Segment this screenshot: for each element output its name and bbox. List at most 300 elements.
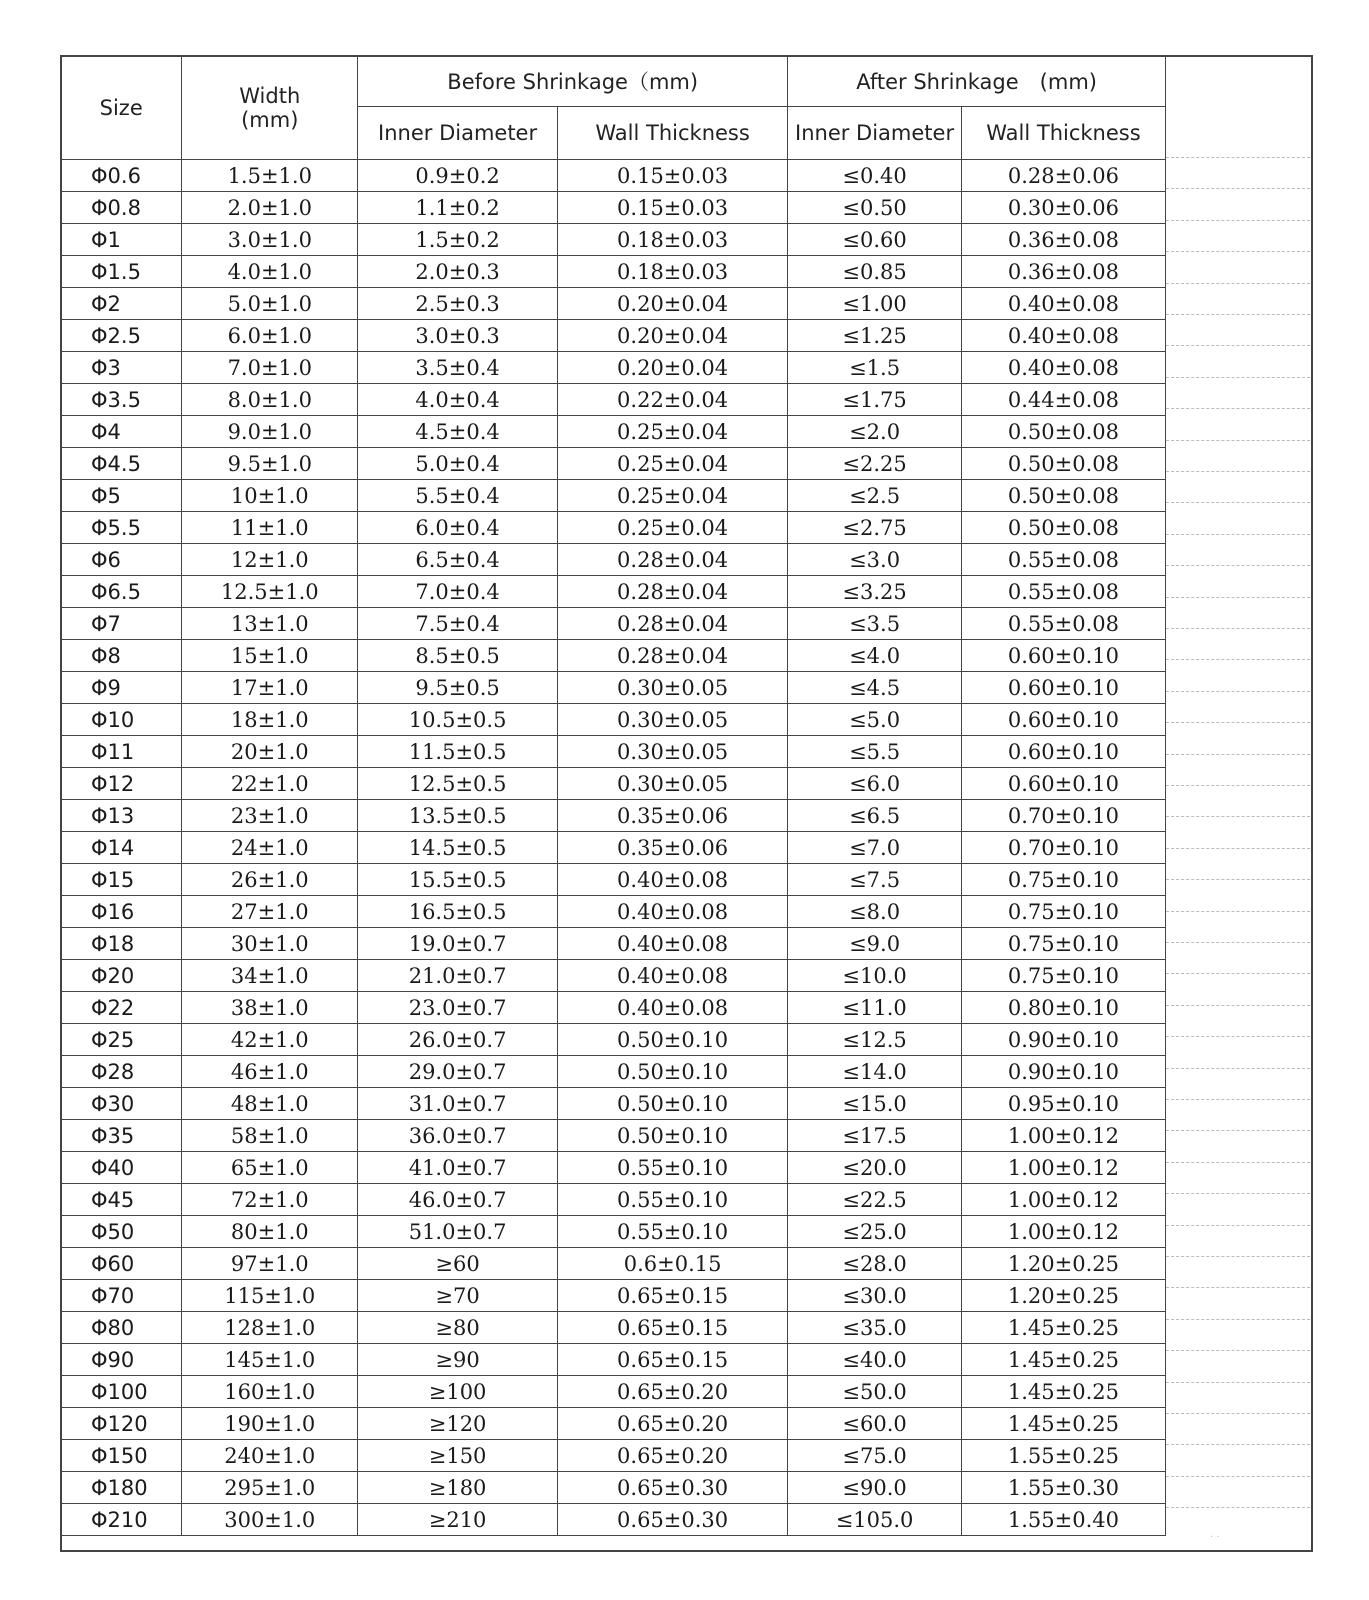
- wall-thickness-after-cell: 0.75±0.10: [961, 960, 1165, 992]
- inner-diameter-after-cell: ≤105.0: [788, 1504, 962, 1536]
- table-row: [61, 992, 1166, 1024]
- inner-diameter-before-cell: 1.5±0.2: [358, 224, 558, 256]
- size-cell: Φ4.5: [61, 448, 182, 480]
- table-row: [61, 1120, 1166, 1152]
- inner-diameter-before-cell: 10.5±0.5: [358, 704, 558, 736]
- inner-diameter-before-cell: ≥210: [358, 1504, 558, 1536]
- size-cell: Φ120: [61, 1408, 182, 1440]
- size-cell: Φ40: [61, 1152, 182, 1184]
- wall-thickness-after-cell: 0.40±0.08: [961, 288, 1165, 320]
- table-row: [61, 1504, 1166, 1536]
- wall-thickness-after-cell: 1.45±0.25: [961, 1312, 1165, 1344]
- width-cell: 115±1.0: [182, 1280, 358, 1312]
- wall-thickness-after-cell: 1.45±0.25: [961, 1344, 1165, 1376]
- wall-thickness-before-cell: 0.40±0.08: [558, 896, 788, 928]
- wall-thickness-after-cell: 0.50±0.08: [961, 512, 1165, 544]
- wall-thickness-before-cell: 0.65±0.30: [558, 1504, 788, 1536]
- inner-diameter-before-cell: 36.0±0.7: [358, 1120, 558, 1152]
- inner-diameter-before-cell: 5.5±0.4: [358, 480, 558, 512]
- size-cell: Φ3: [61, 352, 182, 384]
- width-cell: 18±1.0: [182, 704, 358, 736]
- margin-rule: [1166, 911, 1310, 912]
- wall-thickness-after-cell: 0.70±0.10: [961, 800, 1165, 832]
- width-cell: 11±1.0: [182, 512, 358, 544]
- table-body: [61, 160, 1166, 1536]
- wall-thickness-after-cell: 0.75±0.10: [961, 896, 1165, 928]
- width-cell: 12±1.0: [182, 544, 358, 576]
- header-width-unit: (mm): [241, 107, 299, 132]
- header-wall-thickness-before: Wall Thickness: [558, 107, 788, 160]
- header-inner-diameter-after: Inner Diameter: [788, 107, 962, 160]
- size-cell: Φ9: [61, 672, 182, 704]
- wall-thickness-before-cell: 0.50±0.10: [558, 1024, 788, 1056]
- wall-thickness-after-cell: 0.55±0.08: [961, 576, 1165, 608]
- margin-rule: [1166, 1287, 1310, 1288]
- size-cell: Φ90: [61, 1344, 182, 1376]
- wall-thickness-before-cell: 0.35±0.06: [558, 800, 788, 832]
- table-row: [61, 256, 1166, 288]
- inner-diameter-before-cell: ≥80: [358, 1312, 558, 1344]
- table-row: [61, 1056, 1166, 1088]
- wall-thickness-before-cell: 0.50±0.10: [558, 1120, 788, 1152]
- inner-diameter-after-cell: ≤17.5: [788, 1120, 962, 1152]
- inner-diameter-after-cell: ≤5.5: [788, 736, 962, 768]
- inner-diameter-before-cell: 3.5±0.4: [358, 352, 558, 384]
- width-cell: 17±1.0: [182, 672, 358, 704]
- wall-thickness-after-cell: 1.20±0.25: [961, 1280, 1165, 1312]
- width-cell: 26±1.0: [182, 864, 358, 896]
- wall-thickness-before-cell: 0.65±0.20: [558, 1440, 788, 1472]
- width-cell: 22±1.0: [182, 768, 358, 800]
- inner-diameter-before-cell: 7.5±0.4: [358, 608, 558, 640]
- wall-thickness-before-cell: 0.20±0.04: [558, 320, 788, 352]
- margin-rule: [1166, 1225, 1310, 1226]
- wall-thickness-after-cell: 0.50±0.08: [961, 416, 1165, 448]
- table-row: [61, 1312, 1166, 1344]
- width-cell: 1.5±1.0: [182, 160, 358, 192]
- size-cell: Φ18: [61, 928, 182, 960]
- table-row: [61, 768, 1166, 800]
- inner-diameter-after-cell: ≤20.0: [788, 1152, 962, 1184]
- inner-diameter-before-cell: 23.0±0.7: [358, 992, 558, 1024]
- inner-diameter-before-cell: 21.0±0.7: [358, 960, 558, 992]
- margin-rule: [1166, 1068, 1310, 1069]
- table-row: [61, 832, 1166, 864]
- wall-thickness-after-cell: 0.90±0.10: [961, 1024, 1165, 1056]
- inner-diameter-after-cell: ≤5.0: [788, 704, 962, 736]
- margin-rule: [1166, 942, 1310, 943]
- inner-diameter-before-cell: 5.0±0.4: [358, 448, 558, 480]
- table-row: [61, 1216, 1166, 1248]
- margin-rule: [1166, 471, 1310, 472]
- shrink-tube-spec-table: [60, 55, 1166, 1536]
- margin-rule: [1166, 879, 1310, 880]
- size-cell: Φ4: [61, 416, 182, 448]
- inner-diameter-before-cell: 1.1±0.2: [358, 192, 558, 224]
- wall-thickness-after-cell: 0.50±0.08: [961, 448, 1165, 480]
- inner-diameter-after-cell: ≤22.5: [788, 1184, 962, 1216]
- size-cell: Φ13: [61, 800, 182, 832]
- size-cell: Φ100: [61, 1376, 182, 1408]
- margin-rule: [1166, 314, 1310, 315]
- wall-thickness-after-cell: 0.36±0.08: [961, 256, 1165, 288]
- wall-thickness-before-cell: 0.20±0.04: [558, 288, 788, 320]
- inner-diameter-after-cell: ≤60.0: [788, 1408, 962, 1440]
- wall-thickness-before-cell: 0.25±0.04: [558, 512, 788, 544]
- margin-rule: [1166, 534, 1310, 535]
- width-cell: 4.0±1.0: [182, 256, 358, 288]
- width-cell: 20±1.0: [182, 736, 358, 768]
- wall-thickness-after-cell: 0.28±0.06: [961, 160, 1165, 192]
- inner-diameter-before-cell: 2.0±0.3: [358, 256, 558, 288]
- wall-thickness-before-cell: 0.15±0.03: [558, 160, 788, 192]
- inner-diameter-after-cell: ≤11.0: [788, 992, 962, 1024]
- wall-thickness-after-cell: 1.45±0.25: [961, 1376, 1165, 1408]
- inner-diameter-after-cell: ≤30.0: [788, 1280, 962, 1312]
- size-cell: Φ12: [61, 768, 182, 800]
- wall-thickness-before-cell: 0.20±0.04: [558, 352, 788, 384]
- inner-diameter-before-cell: 16.5±0.5: [358, 896, 558, 928]
- margin-rule: [1166, 754, 1310, 755]
- inner-diameter-before-cell: 26.0±0.7: [358, 1024, 558, 1056]
- wall-thickness-after-cell: 1.00±0.12: [961, 1152, 1165, 1184]
- inner-diameter-after-cell: ≤40.0: [788, 1344, 962, 1376]
- table-row: [61, 480, 1166, 512]
- width-cell: 80±1.0: [182, 1216, 358, 1248]
- wall-thickness-before-cell: 0.18±0.03: [558, 224, 788, 256]
- wall-thickness-before-cell: 0.28±0.04: [558, 544, 788, 576]
- size-cell: Φ10: [61, 704, 182, 736]
- inner-diameter-before-cell: 46.0±0.7: [358, 1184, 558, 1216]
- margin-rule: [1166, 1036, 1310, 1037]
- margin-rule: [1166, 1382, 1310, 1383]
- width-cell: 160±1.0: [182, 1376, 358, 1408]
- inner-diameter-before-cell: 4.0±0.4: [358, 384, 558, 416]
- inner-diameter-before-cell: 6.5±0.4: [358, 544, 558, 576]
- width-cell: 30±1.0: [182, 928, 358, 960]
- inner-diameter-before-cell: 2.5±0.3: [358, 288, 558, 320]
- inner-diameter-before-cell: ≥100: [358, 1376, 558, 1408]
- table-row: [61, 1024, 1166, 1056]
- inner-diameter-after-cell: ≤75.0: [788, 1440, 962, 1472]
- size-cell: Φ70: [61, 1280, 182, 1312]
- margin-rule: [1166, 1005, 1310, 1006]
- width-cell: 8.0±1.0: [182, 384, 358, 416]
- inner-diameter-before-cell: ≥90: [358, 1344, 558, 1376]
- wall-thickness-after-cell: 1.55±0.40: [961, 1504, 1165, 1536]
- size-cell: Φ25: [61, 1024, 182, 1056]
- inner-diameter-before-cell: 11.5±0.5: [358, 736, 558, 768]
- width-cell: 38±1.0: [182, 992, 358, 1024]
- wall-thickness-after-cell: 0.50±0.08: [961, 480, 1165, 512]
- margin-rule: [1166, 628, 1310, 629]
- inner-diameter-before-cell: 31.0±0.7: [358, 1088, 558, 1120]
- wall-thickness-before-cell: 0.50±0.10: [558, 1056, 788, 1088]
- table-row: [61, 704, 1166, 736]
- inner-diameter-after-cell: ≤1.00: [788, 288, 962, 320]
- size-cell: Φ45: [61, 1184, 182, 1216]
- margin-rule: [1166, 597, 1310, 598]
- size-cell: Φ3.5: [61, 384, 182, 416]
- wall-thickness-after-cell: 0.70±0.10: [961, 832, 1165, 864]
- table-header: [61, 56, 1166, 160]
- inner-diameter-after-cell: ≤4.5: [788, 672, 962, 704]
- table-row: [61, 896, 1166, 928]
- wall-thickness-before-cell: 0.65±0.15: [558, 1344, 788, 1376]
- margin-rule: [1166, 1319, 1310, 1320]
- width-cell: 46±1.0: [182, 1056, 358, 1088]
- inner-diameter-after-cell: ≤8.0: [788, 896, 962, 928]
- margin-rule: [1166, 220, 1310, 221]
- inner-diameter-after-cell: ≤35.0: [788, 1312, 962, 1344]
- wall-thickness-before-cell: 0.30±0.05: [558, 704, 788, 736]
- width-cell: 3.0±1.0: [182, 224, 358, 256]
- wall-thickness-before-cell: 0.28±0.04: [558, 640, 788, 672]
- size-cell: Φ1: [61, 224, 182, 256]
- inner-diameter-before-cell: ≥150: [358, 1440, 558, 1472]
- wall-thickness-before-cell: 0.30±0.05: [558, 672, 788, 704]
- table-row: [61, 416, 1166, 448]
- table-row: [61, 1184, 1166, 1216]
- table-row: [61, 864, 1166, 896]
- table-row: [61, 448, 1166, 480]
- wall-thickness-before-cell: 0.18±0.03: [558, 256, 788, 288]
- table-row: [61, 320, 1166, 352]
- wall-thickness-before-cell: 0.40±0.08: [558, 928, 788, 960]
- inner-diameter-before-cell: ≥120: [358, 1408, 558, 1440]
- header-after-shrinkage: After Shrinkage (mm): [788, 56, 1166, 107]
- wall-thickness-after-cell: 0.60±0.10: [961, 736, 1165, 768]
- width-cell: 2.0±1.0: [182, 192, 358, 224]
- header-size: Size: [61, 56, 182, 160]
- inner-diameter-before-cell: 14.5±0.5: [358, 832, 558, 864]
- size-cell: Φ60: [61, 1248, 182, 1280]
- wall-thickness-before-cell: 0.40±0.08: [558, 992, 788, 1024]
- inner-diameter-after-cell: ≤4.0: [788, 640, 962, 672]
- inner-diameter-after-cell: ≤1.25: [788, 320, 962, 352]
- inner-diameter-after-cell: ≤2.5: [788, 480, 962, 512]
- wall-thickness-after-cell: 0.80±0.10: [961, 992, 1165, 1024]
- wall-thickness-after-cell: 0.75±0.10: [961, 928, 1165, 960]
- width-cell: 13±1.0: [182, 608, 358, 640]
- wall-thickness-after-cell: 1.00±0.12: [961, 1184, 1165, 1216]
- wall-thickness-before-cell: 0.55±0.10: [558, 1216, 788, 1248]
- inner-diameter-after-cell: ≤0.85: [788, 256, 962, 288]
- wall-thickness-before-cell: 0.50±0.10: [558, 1088, 788, 1120]
- margin-rule: [1166, 1350, 1310, 1351]
- size-cell: Φ80: [61, 1312, 182, 1344]
- width-cell: 128±1.0: [182, 1312, 358, 1344]
- wall-thickness-after-cell: 1.45±0.25: [961, 1408, 1165, 1440]
- margin-rule: [1166, 691, 1310, 692]
- width-cell: 48±1.0: [182, 1088, 358, 1120]
- size-cell: Φ180: [61, 1472, 182, 1504]
- inner-diameter-before-cell: 19.0±0.7: [358, 928, 558, 960]
- size-cell: Φ1.5: [61, 256, 182, 288]
- wall-thickness-before-cell: 0.25±0.04: [558, 448, 788, 480]
- inner-diameter-after-cell: ≤2.25: [788, 448, 962, 480]
- wall-thickness-before-cell: 0.28±0.04: [558, 608, 788, 640]
- margin-rule: [1166, 1130, 1310, 1131]
- width-cell: 42±1.0: [182, 1024, 358, 1056]
- size-cell: Φ22: [61, 992, 182, 1024]
- inner-diameter-after-cell: ≤2.0: [788, 416, 962, 448]
- margin-rule: [1166, 440, 1310, 441]
- header-inner-diameter-before: Inner Diameter: [358, 107, 558, 160]
- margin-rule: [1166, 816, 1310, 817]
- size-cell: Φ16: [61, 896, 182, 928]
- inner-diameter-before-cell: 41.0±0.7: [358, 1152, 558, 1184]
- wall-thickness-after-cell: 0.55±0.08: [961, 608, 1165, 640]
- table-row: [61, 1440, 1166, 1472]
- size-cell: Φ28: [61, 1056, 182, 1088]
- size-cell: Φ0.6: [61, 160, 182, 192]
- inner-diameter-after-cell: ≤25.0: [788, 1216, 962, 1248]
- margin-rule: [1166, 502, 1310, 503]
- table-row: [61, 736, 1166, 768]
- margin-rule: [1166, 1256, 1310, 1257]
- inner-diameter-after-cell: ≤0.40: [788, 160, 962, 192]
- wall-thickness-after-cell: 0.60±0.10: [961, 768, 1165, 800]
- table-row: [61, 288, 1166, 320]
- margin-rule: [1166, 659, 1310, 660]
- wall-thickness-after-cell: 0.36±0.08: [961, 224, 1165, 256]
- inner-diameter-after-cell: ≤3.5: [788, 608, 962, 640]
- inner-diameter-after-cell: ≤50.0: [788, 1376, 962, 1408]
- margin-rule: [1166, 722, 1310, 723]
- inner-diameter-before-cell: 7.0±0.4: [358, 576, 558, 608]
- size-cell: Φ50: [61, 1216, 182, 1248]
- width-cell: 5.0±1.0: [182, 288, 358, 320]
- margin-rule: [1166, 157, 1310, 158]
- size-cell: Φ11: [61, 736, 182, 768]
- width-cell: 27±1.0: [182, 896, 358, 928]
- wall-thickness-after-cell: 0.55±0.08: [961, 544, 1165, 576]
- wall-thickness-before-cell: 0.22±0.04: [558, 384, 788, 416]
- inner-diameter-after-cell: ≤0.60: [788, 224, 962, 256]
- size-cell: Φ150: [61, 1440, 182, 1472]
- inner-diameter-after-cell: ≤3.0: [788, 544, 962, 576]
- wall-thickness-after-cell: 0.44±0.08: [961, 384, 1165, 416]
- width-cell: 97±1.0: [182, 1248, 358, 1280]
- wall-thickness-before-cell: 0.55±0.10: [558, 1184, 788, 1216]
- width-cell: 34±1.0: [182, 960, 358, 992]
- width-cell: 15±1.0: [182, 640, 358, 672]
- wall-thickness-after-cell: 1.00±0.12: [961, 1216, 1165, 1248]
- wall-thickness-after-cell: 0.40±0.08: [961, 352, 1165, 384]
- table-row: [61, 1248, 1166, 1280]
- size-cell: Φ5: [61, 480, 182, 512]
- width-cell: 295±1.0: [182, 1472, 358, 1504]
- inner-diameter-after-cell: ≤14.0: [788, 1056, 962, 1088]
- margin-rule: [1166, 1193, 1310, 1194]
- margin-rule: [1166, 785, 1310, 786]
- table-row: [61, 1376, 1166, 1408]
- table-row: [61, 672, 1166, 704]
- width-cell: 65±1.0: [182, 1152, 358, 1184]
- table-row: [61, 960, 1166, 992]
- size-cell: Φ210: [61, 1504, 182, 1536]
- wall-thickness-before-cell: 0.30±0.05: [558, 768, 788, 800]
- margin-rule: [1166, 345, 1310, 346]
- wall-thickness-before-cell: 0.40±0.08: [558, 864, 788, 896]
- width-cell: 10±1.0: [182, 480, 358, 512]
- size-cell: Φ35: [61, 1120, 182, 1152]
- inner-diameter-before-cell: 51.0±0.7: [358, 1216, 558, 1248]
- width-cell: 145±1.0: [182, 1344, 358, 1376]
- width-cell: 24±1.0: [182, 832, 358, 864]
- margin-rule: [1166, 408, 1310, 409]
- table-row: [61, 512, 1166, 544]
- wall-thickness-before-cell: 0.30±0.05: [558, 736, 788, 768]
- inner-diameter-before-cell: 6.0±0.4: [358, 512, 558, 544]
- table-row: [61, 1152, 1166, 1184]
- inner-diameter-before-cell: 13.5±0.5: [358, 800, 558, 832]
- width-cell: 190±1.0: [182, 1408, 358, 1440]
- size-cell: Φ14: [61, 832, 182, 864]
- size-cell: Φ7: [61, 608, 182, 640]
- inner-diameter-after-cell: ≤6.0: [788, 768, 962, 800]
- inner-diameter-after-cell: ≤1.75: [788, 384, 962, 416]
- size-cell: Φ0.8: [61, 192, 182, 224]
- inner-diameter-before-cell: ≥60: [358, 1248, 558, 1280]
- wall-thickness-after-cell: 0.60±0.10: [961, 672, 1165, 704]
- inner-diameter-after-cell: ≤3.25: [788, 576, 962, 608]
- inner-diameter-before-cell: 8.5±0.5: [358, 640, 558, 672]
- margin-rule: [1166, 1507, 1310, 1508]
- size-cell: Φ6: [61, 544, 182, 576]
- wall-thickness-after-cell: 0.95±0.10: [961, 1088, 1165, 1120]
- size-cell: Φ2.5: [61, 320, 182, 352]
- table-row: [61, 1088, 1166, 1120]
- table-row: [61, 160, 1166, 192]
- inner-diameter-before-cell: ≥70: [358, 1280, 558, 1312]
- table-row: [61, 192, 1166, 224]
- inner-diameter-after-cell: ≤28.0: [788, 1248, 962, 1280]
- wall-thickness-before-cell: 0.25±0.04: [558, 416, 788, 448]
- header-width: [182, 56, 358, 160]
- inner-diameter-after-cell: ≤1.5: [788, 352, 962, 384]
- width-cell: 7.0±1.0: [182, 352, 358, 384]
- wall-thickness-before-cell: 0.6±0.15: [558, 1248, 788, 1280]
- size-cell: Φ6.5: [61, 576, 182, 608]
- header-width-label: Width: [239, 83, 301, 108]
- inner-diameter-after-cell: ≤6.5: [788, 800, 962, 832]
- table-row: [61, 1280, 1166, 1312]
- size-cell: Φ30: [61, 1088, 182, 1120]
- wall-thickness-before-cell: 0.28±0.04: [558, 576, 788, 608]
- margin-rule: [1166, 188, 1310, 189]
- wall-thickness-before-cell: 0.15±0.03: [558, 192, 788, 224]
- inner-diameter-after-cell: ≤7.0: [788, 832, 962, 864]
- table-row: [61, 576, 1166, 608]
- inner-diameter-after-cell: ≤7.5: [788, 864, 962, 896]
- table-row: [61, 608, 1166, 640]
- table-row: [61, 224, 1166, 256]
- inner-diameter-after-cell: ≤90.0: [788, 1472, 962, 1504]
- margin-rule: [1166, 565, 1310, 566]
- wall-thickness-after-cell: 1.55±0.30: [961, 1472, 1165, 1504]
- table-row: [61, 1408, 1166, 1440]
- wall-thickness-before-cell: 0.65±0.15: [558, 1280, 788, 1312]
- margin-rule: [1166, 848, 1310, 849]
- wall-thickness-before-cell: 0.35±0.06: [558, 832, 788, 864]
- wall-thickness-after-cell: 0.90±0.10: [961, 1056, 1165, 1088]
- inner-diameter-after-cell: ≤15.0: [788, 1088, 962, 1120]
- width-cell: 23±1.0: [182, 800, 358, 832]
- wall-thickness-before-cell: 0.65±0.15: [558, 1312, 788, 1344]
- margin-rule: [1166, 1476, 1310, 1477]
